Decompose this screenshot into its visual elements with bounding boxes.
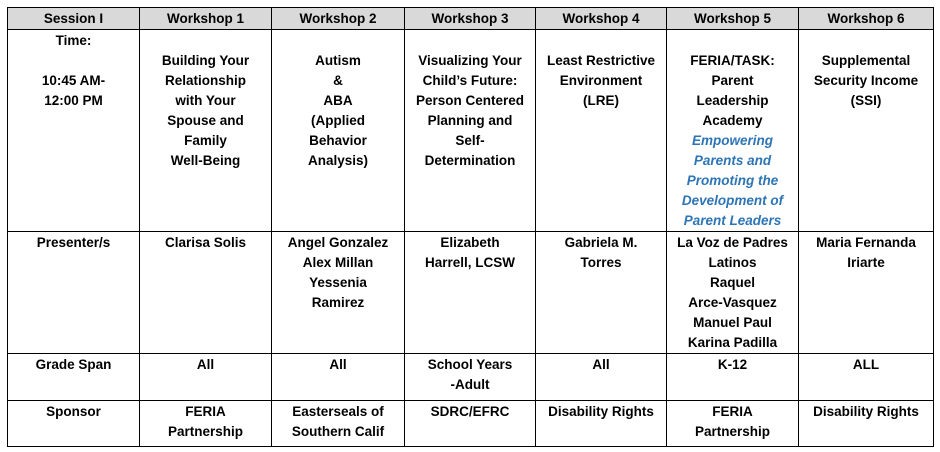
- workshop-6-title-line: Security Income: [813, 73, 919, 88]
- workshop-2-title-line: &: [333, 73, 343, 88]
- workshop-2-heading: Workshop 2: [299, 11, 377, 26]
- presenter-name: Karina Padilla: [687, 335, 778, 350]
- workshop-2-title-line: Autism: [315, 53, 361, 68]
- workshop-5-subtitle-line: Parents and: [693, 153, 772, 168]
- workshop-3-presenters-cell: [405, 232, 536, 354]
- title-spacer: [669, 31, 796, 51]
- workshop-5-title-line: Leadership: [696, 93, 769, 108]
- workshop-3-title-line: Person Centered: [415, 93, 525, 108]
- workshop-5-subtitle-line: Promoting the: [686, 173, 779, 188]
- time-spacer: [10, 51, 137, 71]
- workshop-1-presenters-cell: [140, 232, 272, 354]
- workshop-1-header-cell: [140, 8, 272, 30]
- workshop-5-title-line: Academy: [702, 113, 763, 128]
- workshop-2-header-cell: [272, 8, 405, 30]
- workshop-4-heading: Workshop 4: [562, 11, 640, 26]
- presenter-name: Harrell, LCSW: [424, 255, 516, 270]
- workshop-2-title-line: (Applied: [311, 113, 365, 128]
- workshop-3-header-cell: [405, 8, 536, 30]
- workshop-5-title-line: FERIA/TASK:: [690, 53, 775, 68]
- workshop-4-presenters-cell: [536, 232, 667, 354]
- session-label: Session I: [43, 11, 104, 26]
- sponsor-name: FERIA: [185, 404, 226, 419]
- grade-span-value: -Adult: [450, 377, 490, 392]
- sponsor-label: Sponsor: [46, 404, 101, 419]
- grade-span-label-cell: [8, 354, 140, 401]
- workshop-1-title-line: Building Your: [161, 53, 250, 68]
- workshop-4-title-line: Environment: [559, 73, 643, 88]
- presenters-label: Presenter/s: [36, 235, 111, 250]
- workshop-5-subtitle-line: Empowering: [691, 133, 773, 148]
- workshop-6-sponsor-cell: [799, 401, 934, 447]
- grade-span-value: All: [196, 357, 215, 372]
- grade-span-value: School Years: [427, 357, 513, 372]
- title-spacer: [274, 31, 402, 51]
- workshop-5-subtitle-line: Development of: [681, 193, 784, 208]
- time-label: Time:: [55, 33, 92, 48]
- sponsor-name: Disability Rights: [548, 404, 654, 419]
- workshop-1-sponsor-cell: [140, 401, 272, 447]
- workshop-4-title-line: Least Restrictive: [546, 53, 656, 68]
- title-spacer: [801, 31, 931, 51]
- workshop-3-grade-cell: [405, 354, 536, 401]
- workshop-6-header-cell: [799, 8, 934, 30]
- workshop-2-title-line: ABA: [323, 93, 353, 108]
- workshop-1-grade-cell: [140, 354, 272, 401]
- session-header-cell: [8, 8, 140, 30]
- sponsor-name: Partnership: [167, 424, 244, 439]
- workshop-5-presenters-cell: [667, 232, 799, 354]
- workshop-2-title-line: Analysis): [307, 153, 369, 168]
- workshop-5-title-cell: [667, 30, 799, 232]
- workshop-3-title-line: Child’s Future:: [422, 73, 518, 88]
- workshop-5-heading: Workshop 5: [693, 11, 771, 26]
- workshop-5-subtitle-line: Parent Leaders: [683, 213, 782, 228]
- workshop-1-title-line: Well-Being: [170, 153, 241, 168]
- presenter-name: Angel Gonzalez: [287, 235, 389, 250]
- sponsor-name: FERIA: [712, 404, 753, 419]
- time-and-title-row: [8, 30, 934, 232]
- workshop-1-title-line: Relationship: [164, 73, 246, 88]
- presenters-row: [8, 232, 934, 354]
- workshop-4-title-cell: [536, 30, 667, 232]
- workshop-5-sponsor-cell: [667, 401, 799, 447]
- presenter-name: Iriarte: [847, 255, 885, 270]
- presenter-name: Maria Fernanda: [816, 235, 916, 250]
- workshop-1-title-line: Spouse and: [167, 113, 244, 128]
- workshop-1-title-cell: [140, 30, 272, 232]
- grade-span-value: K-12: [717, 357, 748, 372]
- sponsor-name: SDRC/EFRC: [430, 404, 510, 419]
- sponsor-name: Southern Calif: [291, 424, 385, 439]
- workshop-schedule-table: [7, 7, 934, 447]
- sponsor-label-cell: [8, 401, 140, 447]
- presenter-name: Raquel: [709, 275, 755, 290]
- workshop-1-heading: Workshop 1: [166, 11, 244, 26]
- workshop-6-heading: Workshop 6: [827, 11, 905, 26]
- presenter-name: Arce-Vasquez: [688, 295, 777, 310]
- workshop-4-title-line: (LRE): [583, 93, 619, 108]
- presenter-name: Elizabeth: [440, 235, 500, 250]
- workshop-2-sponsor-cell: [272, 401, 405, 447]
- presenter-name: Manuel Paul: [693, 315, 772, 330]
- workshop-3-title-line: Determination: [424, 153, 516, 168]
- workshop-5-header-cell: [667, 8, 799, 30]
- grade-span-value: All: [592, 357, 610, 372]
- workshop-2-title-cell: [272, 30, 405, 232]
- grade-span-label: Grade Span: [35, 357, 112, 372]
- workshop-3-title-line: Self-: [455, 133, 485, 148]
- presenter-name: Torres: [580, 255, 622, 270]
- workshop-1-title-line: Family: [184, 133, 227, 148]
- workshop-6-title-line: (SSI): [850, 93, 882, 108]
- workshop-6-title-cell: [799, 30, 934, 232]
- workshop-5-grade-cell: [667, 354, 799, 401]
- workshop-6-title-line: Supplemental: [821, 53, 911, 68]
- workshop-2-title-line: Behavior: [309, 133, 367, 148]
- workshop-1-title-line: with Your: [175, 93, 236, 108]
- title-spacer: [142, 31, 269, 51]
- presenter-name: Alex Millan: [302, 255, 374, 270]
- sponsor-name: Partnership: [694, 424, 771, 439]
- grade-span-row: [8, 354, 934, 401]
- presenter-name: Gabriela M.: [564, 235, 638, 250]
- workshop-4-grade-cell: [536, 354, 667, 401]
- time-cell: [8, 30, 140, 232]
- header-row: [8, 8, 934, 30]
- sponsor-row: [8, 401, 934, 447]
- workshop-2-presenters-cell: [272, 232, 405, 354]
- grade-span-value: ALL: [852, 357, 880, 372]
- sponsor-name: Disability Rights: [813, 404, 919, 419]
- workshop-2-grade-cell: [272, 354, 405, 401]
- workshop-3-heading: Workshop 3: [431, 11, 509, 26]
- workshop-6-presenters-cell: [799, 232, 934, 354]
- grade-span-value: All: [329, 357, 347, 372]
- time-start: 10:45 AM-: [41, 73, 106, 88]
- presenter-name: Yessenia: [309, 275, 367, 290]
- presenter-name: La Voz de Padres: [677, 235, 788, 250]
- workshop-3-title-line: Visualizing Your: [418, 53, 522, 68]
- workshop-6-grade-cell: [799, 354, 934, 401]
- presenter-name: Clarisa Solis: [164, 235, 247, 250]
- presenter-name: Ramirez: [311, 295, 365, 310]
- workshop-4-header-cell: [536, 8, 667, 30]
- workshop-3-title-line: Planning and: [427, 113, 513, 128]
- workshop-3-title-cell: [405, 30, 536, 232]
- presenter-name: Latinos: [708, 255, 757, 270]
- title-spacer: [407, 31, 533, 51]
- workshop-3-sponsor-cell: [405, 401, 536, 447]
- title-spacer: [538, 31, 664, 51]
- presenters-label-cell: [8, 232, 140, 354]
- sponsor-name: Easterseals of: [292, 404, 384, 419]
- workshop-5-title-line: Parent: [711, 73, 754, 88]
- workshop-4-sponsor-cell: [536, 401, 667, 447]
- time-end: 12:00 PM: [44, 93, 103, 108]
